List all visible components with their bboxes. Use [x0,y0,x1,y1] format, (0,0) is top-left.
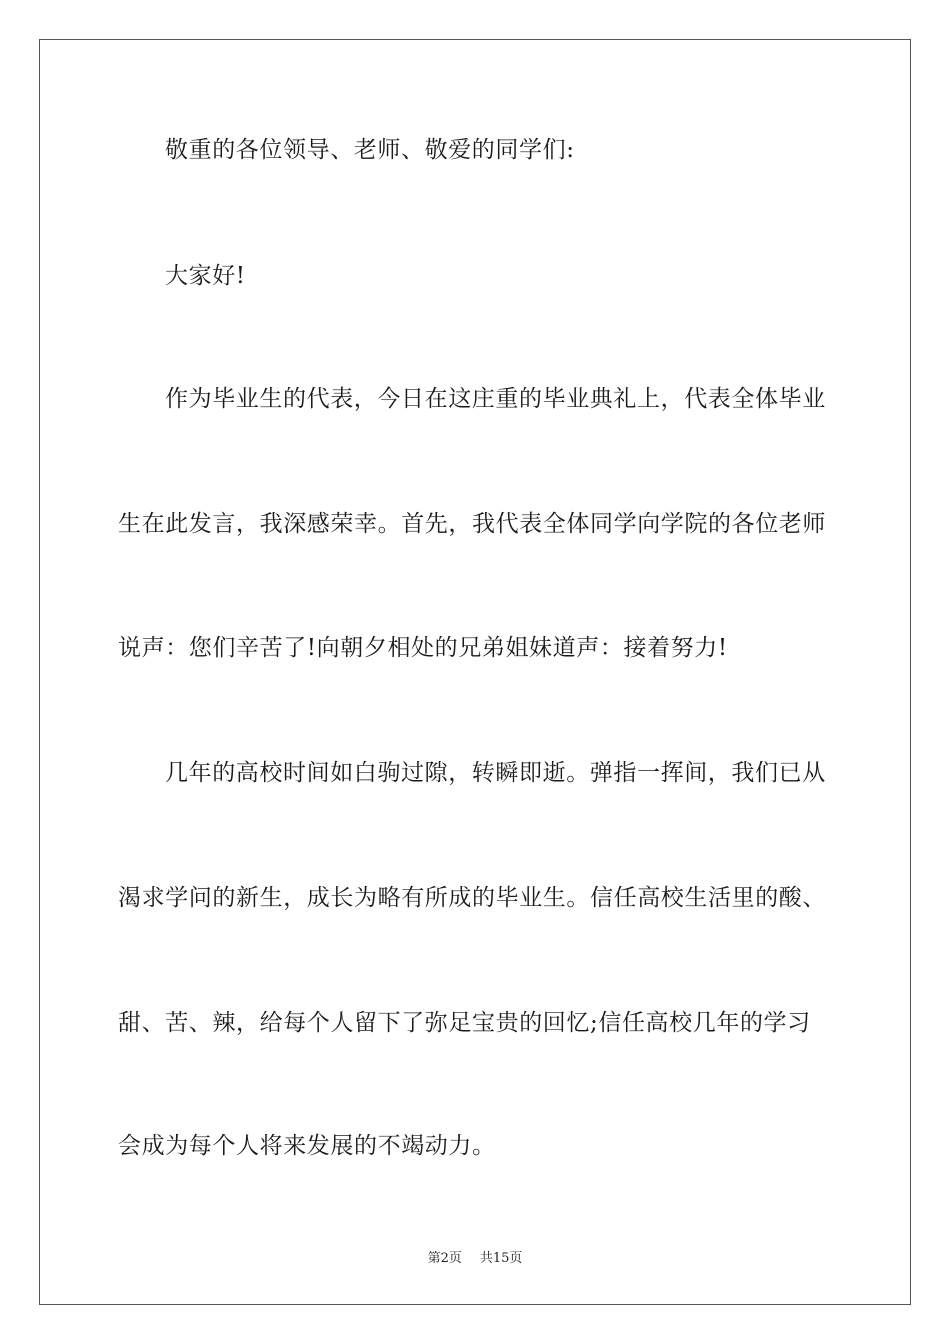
page-number: 第2页 [427,1251,462,1266]
page-footer [0,1247,950,1266]
paragraph-1-line-1: 作为毕业生的代表，今日在这庄重的毕业典礼上，代表全体毕业 [165,386,826,412]
paragraph-1-line-3: 说声：您们辛苦了!向朝夕相处的兄弟姐妹道声：接着努力! [118,635,728,661]
paragraph-2-line-2: 渴求学问的新生，成长为略有所成的毕业生。信任高校生活里的酸、 [118,885,826,911]
paragraph-2-line-4: 会成为每个人将来发展的不竭动力。 [118,1133,496,1159]
paragraph-2-line-1: 几年的高校时间如白驹过隙，转瞬即逝。弹指一挥间，我们已从 [165,760,826,786]
salutation-line: 敬重的各位领导、老师、敬爱的同学们: [165,137,575,163]
page-border [39,39,911,1305]
paragraph-2-line-3: 甜、苦、辣，给每个人留下了弥足宝贵的回忆;信任高校几年的学习 [118,1010,811,1036]
greeting-line: 大家好! [165,263,246,289]
paragraph-1-line-2: 生在此发言，我深感荣幸。首先，我代表全体同学向学院的各位老师 [118,511,826,537]
total-pages: 共15页 [479,1251,523,1266]
